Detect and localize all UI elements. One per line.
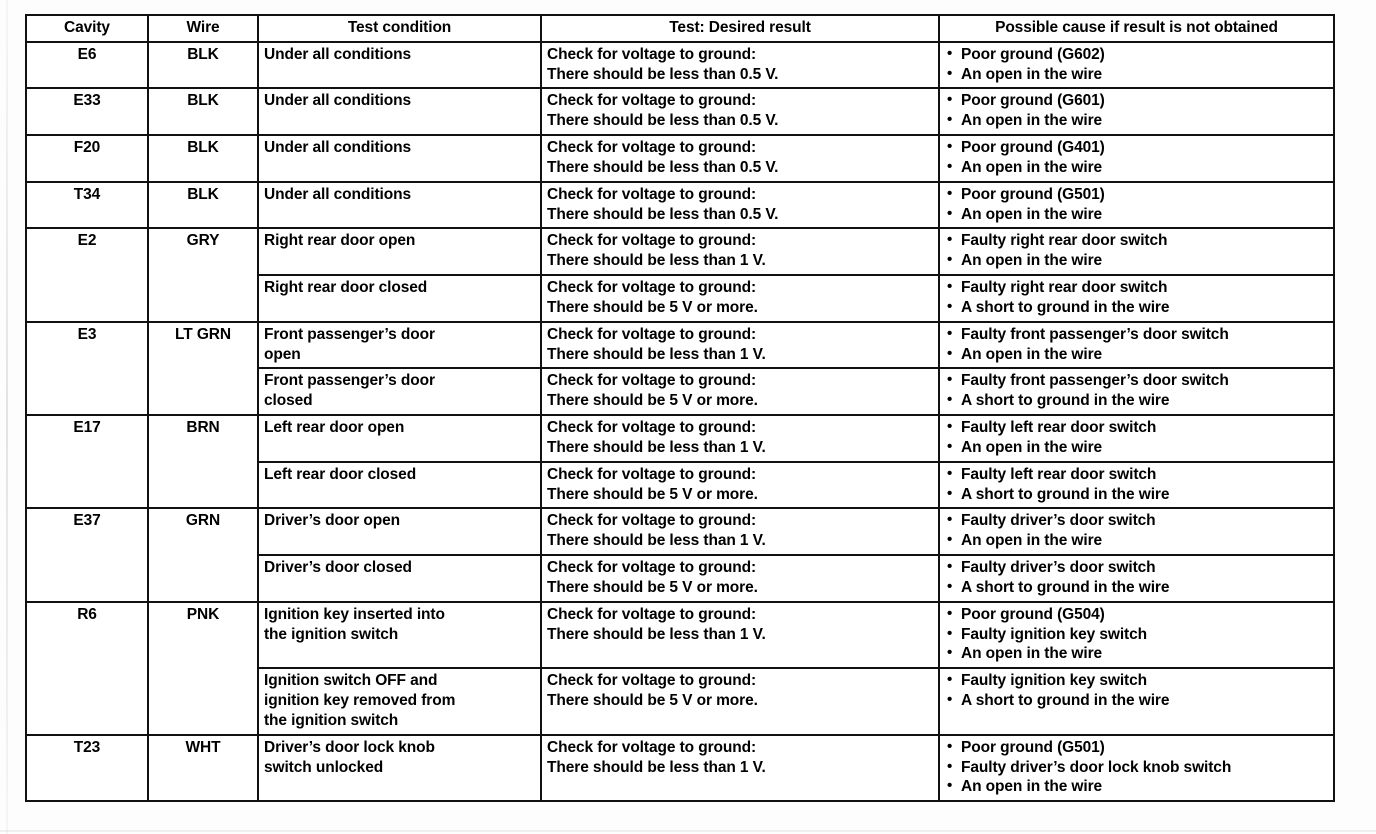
possible-cause-item: • Faulty ignition key switch — [945, 671, 1328, 691]
cell-desired-result-lines — [547, 738, 933, 778]
cell-desired-result-lines — [547, 465, 933, 505]
cell-test-condition — [258, 228, 541, 275]
possible-cause-list — [945, 138, 1328, 178]
cell-desired-result-lines — [547, 605, 933, 645]
table-row — [26, 735, 1334, 801]
cell-desired-result-lines — [547, 231, 933, 271]
possible-cause-list — [945, 371, 1328, 411]
cell-desired-result-line: There should be 5 V or more. — [547, 692, 758, 710]
possible-cause-item: • Faulty driver’s door lock knob switch — [945, 758, 1328, 778]
cell-desired-result-lines — [547, 371, 933, 411]
cell-possible-cause — [939, 42, 1334, 89]
possible-cause-item: • Poor ground (G601) — [945, 91, 1328, 111]
cell-desired-result-lines — [547, 45, 933, 85]
cell-possible-cause — [939, 602, 1334, 668]
table-row — [26, 228, 1334, 275]
cell-desired-result-lines — [547, 511, 933, 551]
cell-cavity: E2 — [26, 228, 148, 321]
cell-cavity: E3 — [26, 322, 148, 415]
cell-test-condition-line: the ignition switch — [264, 625, 399, 643]
cell-cavity: T23 — [26, 735, 148, 801]
cell-desired-result-line: There should be 5 V or more. — [547, 298, 758, 316]
possible-cause-item: • An open in the wire — [945, 205, 1328, 225]
cell-test-condition — [258, 322, 541, 369]
cell-possible-cause — [939, 275, 1334, 322]
cell-wire: BRN — [148, 415, 258, 508]
possible-cause-item: • Poor ground (G501) — [945, 738, 1328, 758]
cell-test-condition-line: Front passenger’s door — [264, 325, 435, 343]
possible-cause-item: • Faulty front passenger’s door switch — [945, 325, 1328, 345]
cell-desired-result — [541, 555, 939, 602]
cell-test-condition-line: ignition key removed from — [264, 692, 456, 710]
cell-test-condition-lines — [264, 418, 535, 438]
possible-cause-item: • An open in the wire — [945, 111, 1328, 131]
cell-desired-result-line: Check for voltage to ground: — [547, 185, 757, 203]
cell-wire: GRN — [148, 508, 258, 601]
table-row — [26, 508, 1334, 555]
cell-desired-result-lines — [547, 185, 933, 225]
cell-desired-result-line: Check for voltage to ground: — [547, 279, 757, 297]
possible-cause-item: • Faulty driver’s door switch — [945, 558, 1328, 578]
cell-test-condition-lines — [264, 45, 535, 65]
cell-test-condition — [258, 415, 541, 462]
page-edge-shadow — [6, 0, 8, 834]
cell-desired-result-line: Check for voltage to ground: — [547, 605, 757, 623]
possible-cause-item: • An open in the wire — [945, 65, 1328, 85]
cell-desired-result — [541, 182, 939, 229]
cell-test-condition — [258, 368, 541, 415]
table-header — [26, 15, 1334, 42]
cell-test-condition — [258, 275, 541, 322]
cell-cavity: E17 — [26, 415, 148, 508]
cell-test-condition — [258, 555, 541, 602]
cell-wire: BLK — [148, 182, 258, 229]
cell-desired-result-lines — [547, 91, 933, 131]
cell-test-condition-line: open — [264, 345, 301, 363]
cell-test-condition-lines — [264, 738, 535, 778]
cell-desired-result-line: There should be less than 1 V. — [547, 252, 766, 270]
cell-desired-result — [541, 415, 939, 462]
diagnostic-table — [25, 14, 1335, 802]
table-header-row — [26, 15, 1334, 42]
possible-cause-item: • Faulty left rear door switch — [945, 418, 1328, 438]
possible-cause-list — [945, 671, 1328, 711]
cell-test-condition — [258, 668, 541, 734]
cell-possible-cause — [939, 735, 1334, 801]
possible-cause-item: • An open in the wire — [945, 777, 1328, 797]
cell-possible-cause — [939, 322, 1334, 369]
table-row — [26, 88, 1334, 135]
cell-test-condition-line: Front passenger’s door — [264, 372, 435, 390]
possible-cause-item: • Faulty ignition key switch — [945, 625, 1328, 645]
table-row — [26, 42, 1334, 89]
possible-cause-item: • Poor ground (G501) — [945, 185, 1328, 205]
cell-possible-cause — [939, 88, 1334, 135]
cell-test-condition-lines — [264, 231, 535, 251]
cell-test-condition-line: Under all conditions — [264, 92, 411, 110]
cell-test-condition-lines — [264, 558, 535, 578]
table-row — [26, 602, 1334, 668]
cell-desired-result-lines — [547, 278, 933, 318]
cell-desired-result-lines — [547, 138, 933, 178]
cell-desired-result-line: There should be 5 V or more. — [547, 485, 758, 503]
possible-cause-item: • Faulty right rear door switch — [945, 278, 1328, 298]
page-bottom-edge — [0, 830, 1376, 832]
table-row — [26, 135, 1334, 182]
cell-desired-result-line: Check for voltage to ground: — [547, 45, 757, 63]
cell-desired-result-line: There should be less than 0.5 V. — [547, 112, 779, 130]
cell-desired-result — [541, 88, 939, 135]
cell-desired-result-line: There should be less than 0.5 V. — [547, 65, 779, 83]
cell-test-condition — [258, 88, 541, 135]
possible-cause-item: • An open in the wire — [945, 644, 1328, 664]
cell-test-condition-lines — [264, 185, 535, 205]
cell-desired-result — [541, 735, 939, 801]
cell-test-condition — [258, 508, 541, 555]
table-row — [26, 322, 1334, 369]
cell-desired-result-line: Check for voltage to ground: — [547, 559, 757, 577]
cell-desired-result — [541, 668, 939, 734]
cell-test-condition-line: Ignition key inserted into — [264, 605, 445, 623]
cell-wire: WHT — [148, 735, 258, 801]
cell-desired-result-line: There should be less than 1 V. — [547, 625, 766, 643]
cell-cavity: E33 — [26, 88, 148, 135]
possible-cause-item: • Faulty driver’s door switch — [945, 511, 1328, 531]
possible-cause-list — [945, 45, 1328, 85]
possible-cause-item: • Poor ground (G602) — [945, 45, 1328, 65]
cell-desired-result — [541, 508, 939, 555]
cell-test-condition-line: Left rear door closed — [264, 465, 417, 483]
column-header-desired-result: Test: Desired result — [541, 15, 939, 42]
cell-desired-result-line: There should be 5 V or more. — [547, 578, 758, 596]
cell-desired-result — [541, 42, 939, 89]
cell-test-condition-line: switch unlocked — [264, 758, 384, 776]
cell-test-condition-lines — [264, 325, 535, 365]
cell-cavity: E37 — [26, 508, 148, 601]
cell-possible-cause — [939, 182, 1334, 229]
possible-cause-list — [945, 278, 1328, 318]
cell-test-condition — [258, 182, 541, 229]
cell-possible-cause — [939, 555, 1334, 602]
possible-cause-list — [945, 91, 1328, 131]
possible-cause-list — [945, 511, 1328, 551]
column-header-wire: Wire — [148, 15, 258, 42]
cell-test-condition — [258, 42, 541, 89]
cell-desired-result — [541, 368, 939, 415]
cell-wire: BLK — [148, 42, 258, 89]
possible-cause-list — [945, 231, 1328, 271]
cell-desired-result-line: Check for voltage to ground: — [547, 325, 757, 343]
cell-test-condition-line: closed — [264, 392, 313, 410]
cell-desired-result-lines — [547, 558, 933, 598]
cell-desired-result — [541, 275, 939, 322]
possible-cause-list — [945, 465, 1328, 505]
cell-test-condition-line: Under all conditions — [264, 45, 411, 63]
cell-desired-result-line: There should be less than 1 V. — [547, 345, 766, 363]
cell-test-condition-lines — [264, 605, 535, 645]
cell-desired-result-line: Check for voltage to ground: — [547, 92, 757, 110]
cell-possible-cause — [939, 228, 1334, 275]
cell-desired-result-line: Check for voltage to ground: — [547, 139, 757, 157]
cell-possible-cause — [939, 462, 1334, 509]
cell-desired-result — [541, 462, 939, 509]
cell-desired-result-lines — [547, 671, 933, 711]
possible-cause-item: • Faulty left rear door switch — [945, 465, 1328, 485]
cell-desired-result-line: Check for voltage to ground: — [547, 372, 757, 390]
cell-desired-result-line: Check for voltage to ground: — [547, 465, 757, 483]
cell-desired-result-lines — [547, 418, 933, 458]
cell-possible-cause — [939, 415, 1334, 462]
cell-desired-result-line: There should be less than 1 V. — [547, 758, 766, 776]
possible-cause-item: • An open in the wire — [945, 251, 1328, 271]
cell-possible-cause — [939, 668, 1334, 734]
column-header-cavity: Cavity — [26, 15, 148, 42]
column-header-test-condition: Test condition — [258, 15, 541, 42]
cell-test-condition-line: Right rear door open — [264, 232, 416, 250]
cell-desired-result-line: Check for voltage to ground: — [547, 232, 757, 250]
possible-cause-item: • A short to ground in the wire — [945, 391, 1328, 411]
cell-cavity: R6 — [26, 602, 148, 735]
possible-cause-list — [945, 558, 1328, 598]
cell-wire: GRY — [148, 228, 258, 321]
possible-cause-list — [945, 325, 1328, 365]
cell-test-condition-line: Driver’s door open — [264, 512, 401, 530]
cell-desired-result — [541, 602, 939, 668]
cell-test-condition-line: Under all conditions — [264, 139, 411, 157]
possible-cause-item: • An open in the wire — [945, 158, 1328, 178]
possible-cause-item: • A short to ground in the wire — [945, 298, 1328, 318]
possible-cause-list — [945, 418, 1328, 458]
possible-cause-item: • Poor ground (G504) — [945, 605, 1328, 625]
cell-desired-result-line: Check for voltage to ground: — [547, 738, 757, 756]
cell-test-condition-line: Under all conditions — [264, 185, 411, 203]
cell-desired-result-line: There should be 5 V or more. — [547, 392, 758, 410]
cell-test-condition-line: Driver’s door closed — [264, 559, 412, 577]
cell-test-condition-lines — [264, 91, 535, 111]
table-body — [26, 42, 1334, 801]
column-header-possible-cause: Possible cause if result is not obtained — [939, 15, 1334, 42]
cell-test-condition-line: Right rear door closed — [264, 279, 428, 297]
possible-cause-item: • A short to ground in the wire — [945, 691, 1328, 711]
possible-cause-item: • An open in the wire — [945, 345, 1328, 365]
cell-test-condition — [258, 735, 541, 801]
cell-desired-result — [541, 228, 939, 275]
possible-cause-item: • Faulty right rear door switch — [945, 231, 1328, 251]
cell-test-condition-lines — [264, 278, 535, 298]
cell-cavity: F20 — [26, 135, 148, 182]
cell-test-condition-lines — [264, 511, 535, 531]
cell-desired-result-lines — [547, 325, 933, 365]
cell-cavity: T34 — [26, 182, 148, 229]
cell-possible-cause — [939, 368, 1334, 415]
possible-cause-item: • Poor ground (G401) — [945, 138, 1328, 158]
cell-desired-result-line: There should be less than 0.5 V. — [547, 158, 779, 176]
possible-cause-list — [945, 605, 1328, 664]
table-row — [26, 182, 1334, 229]
possible-cause-item: • A short to ground in the wire — [945, 578, 1328, 598]
cell-test-condition-line: Left rear door open — [264, 419, 405, 437]
cell-desired-result — [541, 135, 939, 182]
cell-desired-result-line: Check for voltage to ground: — [547, 512, 757, 530]
cell-test-condition-lines — [264, 138, 535, 158]
possible-cause-list — [945, 738, 1328, 797]
cell-test-condition-lines — [264, 671, 535, 730]
possible-cause-item: • An open in the wire — [945, 531, 1328, 551]
table-row — [26, 415, 1334, 462]
cell-desired-result-line: Check for voltage to ground: — [547, 419, 757, 437]
cell-wire: BLK — [148, 88, 258, 135]
cell-test-condition-line: Ignition switch OFF and — [264, 672, 438, 690]
possible-cause-item: • An open in the wire — [945, 438, 1328, 458]
cell-test-condition-lines — [264, 465, 535, 485]
cell-possible-cause — [939, 135, 1334, 182]
cell-test-condition — [258, 462, 541, 509]
cell-desired-result — [541, 322, 939, 369]
cell-wire: LT GRN — [148, 322, 258, 415]
possible-cause-item: • Faulty front passenger’s door switch — [945, 371, 1328, 391]
cell-test-condition-line: the ignition switch — [264, 711, 399, 729]
cell-desired-result-line: Check for voltage to ground: — [547, 672, 757, 690]
possible-cause-list — [945, 185, 1328, 225]
cell-test-condition — [258, 135, 541, 182]
cell-desired-result-line: There should be less than 1 V. — [547, 532, 766, 550]
cell-test-condition-line: Driver’s door lock knob — [264, 738, 435, 756]
cell-wire: PNK — [148, 602, 258, 735]
cell-possible-cause — [939, 508, 1334, 555]
cell-desired-result-line: There should be less than 1 V. — [547, 438, 766, 456]
cell-wire: BLK — [148, 135, 258, 182]
possible-cause-item: • A short to ground in the wire — [945, 485, 1328, 505]
cell-desired-result-line: There should be less than 0.5 V. — [547, 205, 779, 223]
cell-test-condition — [258, 602, 541, 668]
cell-test-condition-lines — [264, 371, 535, 411]
cell-cavity: E6 — [26, 42, 148, 89]
